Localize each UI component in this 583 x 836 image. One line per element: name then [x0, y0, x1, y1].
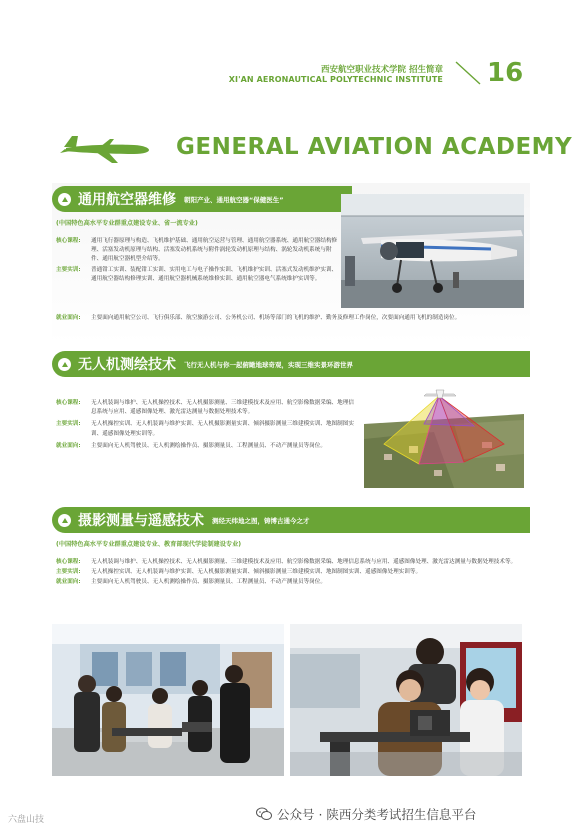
employment-row [56, 578, 526, 587]
section-header-aircraft-maintenance [52, 186, 352, 212]
row-label: 主要实训: [56, 421, 81, 428]
section-subtitle: 朝阳产业、通用航空器“保健医生” [184, 195, 284, 204]
row-label: 就业面向: [56, 315, 81, 321]
section-title: 无人机测绘技术 [78, 357, 176, 373]
drone-mapping-illustration [364, 384, 524, 488]
training-row [56, 420, 356, 438]
section-title: 摄影测量与遥感技术 [78, 513, 204, 529]
corner-logo: 六盘山技 [8, 815, 45, 825]
row-text: 主要面向无人机驾驶员、无人机测绘操作员、摄影测量员、工程测量员、不动产测量员等岗位。 [91, 442, 326, 449]
section-body-drone-surveying [56, 399, 356, 451]
employment-row [56, 442, 356, 451]
section-body-aircraft-maintenance [56, 237, 341, 286]
training-row [56, 266, 341, 284]
page-number: 16 [487, 58, 524, 88]
row-label: 就业面向: [56, 579, 81, 586]
section-notice: (中国特色高水平专业群重点建设专业、教育部现代学徒制建设专业) [56, 541, 242, 548]
header-school-en: XI'AN AERONAUTICAL POLYTECHNIC INSTITUTE [228, 75, 443, 84]
training-row [56, 568, 526, 577]
academy-title: GENERAL AVIATION ACADEMY [176, 134, 573, 160]
row-label: 核心课程: [56, 400, 81, 406]
slash-divider-icon [454, 59, 482, 87]
row-text: 无人机装调与维护、无人机操控技术、无人机摄影测量、三维建模技术及应用、航空影像数据采编、地理信息系统与应用、遥感图像处理、激光雷达测量与数据处理技术等。 [91, 400, 354, 416]
section-body-employment [56, 314, 526, 323]
course-row [56, 399, 356, 417]
row-label: 核心课程: [56, 559, 81, 565]
section-subtitle: 飞行无人机与你一起俯瞰地球奇观，实现三维实景环游世界 [184, 360, 353, 369]
section-subtitle: 测经天纬地之图，铸博古通今之才 [212, 516, 310, 525]
row-text: 无人机装调与维护、无人机操控技术、无人机摄影测量、三维建模技术及应用、航空影像数据采编、地理信息系统与应用、遥感图像处理、激光雷达测量与数据处理技术等。 [91, 559, 517, 565]
row-label: 核心课程: [56, 238, 81, 244]
triangle-bullet-icon [58, 358, 71, 371]
row-text: 主要面向通用航空公司、飞行俱乐部、航空旅游公司、公务机公司、机场等部门的飞机的维护、勤务及修理工作岗位，次要面向通用飞机的制造岗位。 [91, 315, 461, 321]
triangle-bullet-icon [58, 193, 71, 206]
row-text: 无人机操控实训、无人机装调与维护实训、无人机摄影测量实训、倾斜摄影测量三维建模实训、地图制图实训、遥感图像处理实训等。 [91, 421, 354, 437]
section-title: 通用航空器维修 [78, 192, 176, 208]
row-text: 普通钳工实训、装配钳工实训、实用电工与电子操作实训、飞机维护实训、活塞式发动机维护实训、通用航空器结构修理实训、通用航空器机械系统维修实训、通用航空器电气系统维护实训等。 [91, 266, 338, 282]
course-row [56, 237, 341, 265]
section-header-photogrammetry [52, 507, 530, 533]
airplane-icon [60, 133, 150, 165]
row-text: 无人机操控实训、无人机装调与维护实训、无人机摄影测量实训、倾斜摄影测量三维建模实训、地图制图实训、遥感图像处理实训等。 [91, 569, 422, 576]
aircraft-hangar-photo [341, 194, 524, 308]
row-label: 主要实训: [56, 569, 81, 576]
section-notice: (中国特色高水平专业群重点建设专业、省一流专业) [56, 220, 198, 227]
wechat-icon [256, 807, 272, 821]
row-text: 通用飞行器原理与构造、飞机维护基础、通用航空运营与管理、通用航空器系统、通用航空器结构修理、活塞发动机原理与结构、活塞发动机系统与附件涡轮发动机原理与结构、涡轮发动机系统与附件、通用航空器机型介绍等。 [91, 238, 338, 263]
header-school-cn: 西安航空职业技术学院 招生简章 [321, 65, 443, 75]
triangle-bullet-icon [58, 514, 71, 527]
section-body-photogrammetry [56, 558, 526, 588]
employment-row [56, 314, 526, 323]
section-header-drone-surveying [52, 351, 530, 377]
students-lab-photo-right [290, 624, 522, 776]
students-lab-photo-left [52, 624, 284, 776]
watermark-text: 公众号 · 陕西分类考试招生信息平台 [277, 807, 477, 822]
wechat-watermark [256, 805, 476, 823]
row-text: 主要面向无人机驾驶员、无人机测绘操作员、摄影测量员、工程测量员、不动产测量员等岗位。 [91, 579, 326, 586]
row-label: 主要实训: [56, 266, 81, 273]
row-label: 就业面向: [56, 442, 81, 449]
course-row [56, 558, 526, 567]
